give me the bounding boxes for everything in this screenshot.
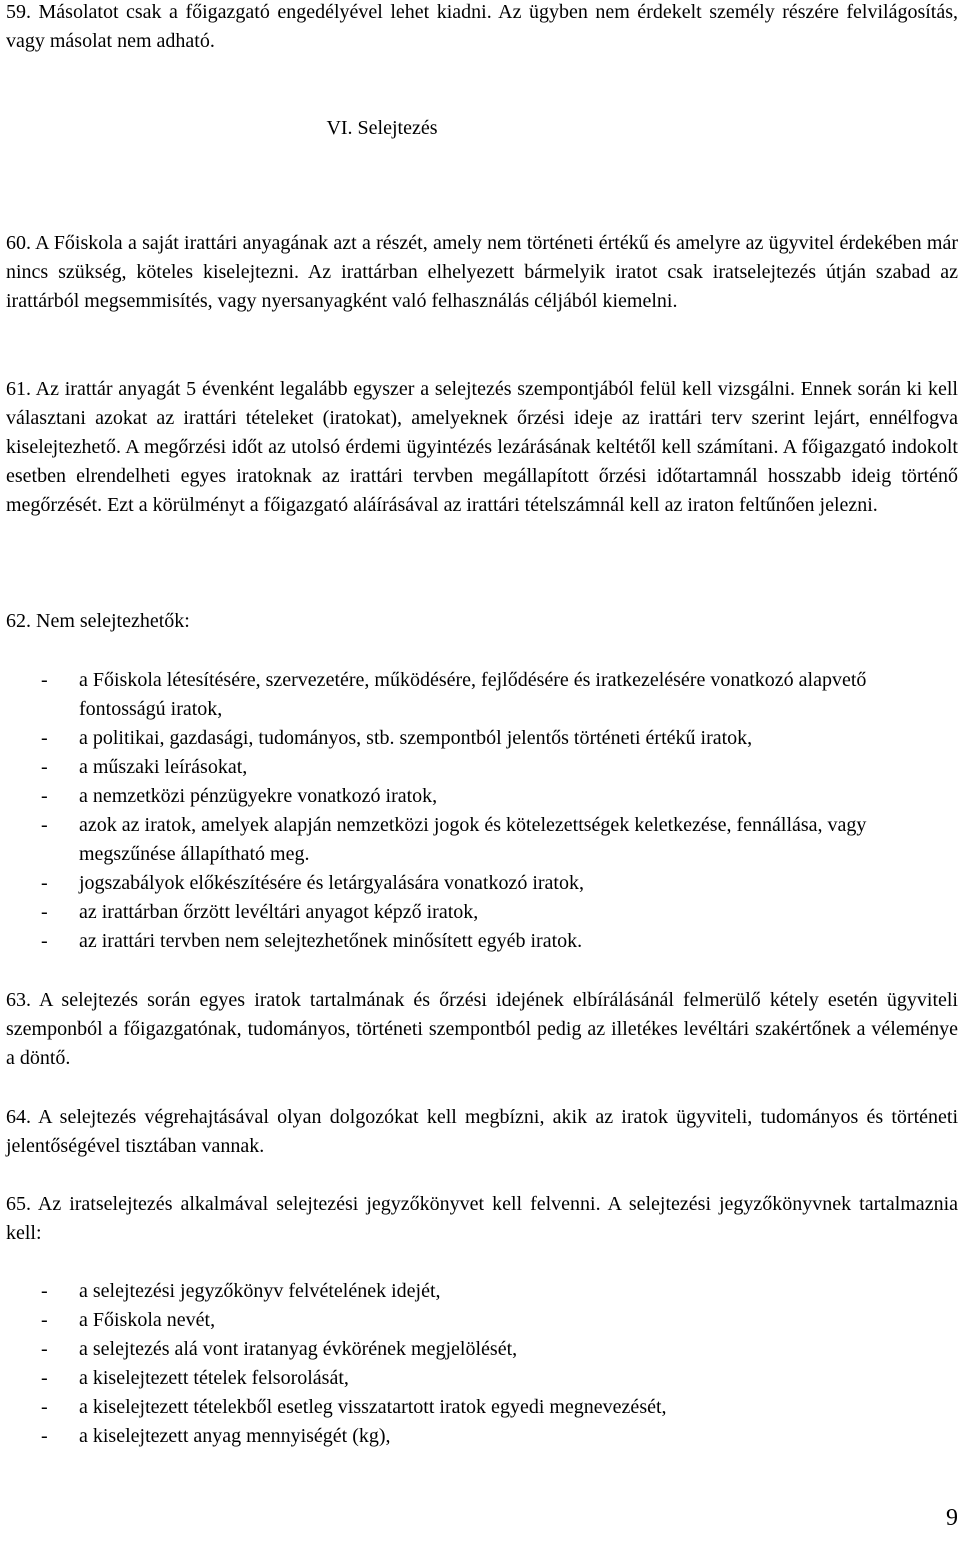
list-item: [6, 753, 938, 782]
list-dash: -: [41, 1309, 48, 1331]
list-item: [6, 1422, 938, 1451]
list-dash: -: [41, 785, 48, 807]
list-item: [6, 927, 938, 956]
list-item: [6, 898, 938, 927]
section-title: VI. Selejtezés: [326, 117, 438, 139]
list-item-text: az irattári tervben nem selejtezhetőnek minősített egyéb iratok.: [79, 930, 583, 952]
list-item: [6, 1277, 938, 1306]
list-item-text: jogszabályok előkészítésére és letárgyalására vonatkozó iratok,: [79, 872, 584, 894]
list-dash: -: [41, 872, 48, 894]
list-dash: -: [41, 1338, 48, 1360]
paragraph-63: 63. A selejtezés során egyes iratok tartalmának és őrzési idejének elbírálásánál felmerülő kétely esetén ügyviteli szemponból a főigazgatónak, tudományos, történeti szempontból pedig az illetékes levéltári szakértőnek a véleménye a döntő.: [6, 989, 958, 1069]
list-item-text: a kiselejtezett tételekből esetleg visszatartott iratok egyedi megnevezését,: [79, 1396, 667, 1418]
list-item-text: a selejtezési jegyzőkönyv felvételének idejét,: [79, 1280, 441, 1302]
list-item-text: a Főiskola létesítésére, szervezetére, működésére, fejlődésére és iratkezelésére vonatkozó alapvető fontosságú iratok,: [79, 669, 867, 720]
list-item-text: a selejtezés alá vont iratanyag évkörének megjelölését,: [79, 1338, 518, 1360]
list-item: [6, 724, 938, 753]
list-item: [6, 869, 938, 898]
list-not-disposable: [6, 666, 938, 956]
list-item: [6, 666, 938, 724]
paragraph-65: 65. Az iratselejtezés alkalmával selejtezési jegyzőkönyvet kell felvenni. A selejtezési jegyzőkönyvnek tartalmaznia kell:: [6, 1193, 958, 1244]
list-item-text: a Főiskola nevét,: [79, 1309, 216, 1331]
list-dash: -: [41, 901, 48, 923]
list-item-text: az irattárban őrzött levéltári anyagot képző iratok,: [79, 901, 479, 923]
paragraph-60: 60. A Főiskola a saját irattári anyagának azt a részét, amely nem történeti értékű és amelyre az ügyvitel érdekében már nincs szükség, köteles kiselejtezni. Az irattárban elhelyezett bármelyik iratot csak iratselejtezés útján szabad az irattárból megsemmisítés, vagy nyersanyagként való felhasználás céljából kiemelni.: [6, 232, 958, 312]
list-dash: -: [41, 1425, 48, 1447]
list-dash: -: [41, 930, 48, 952]
list-item: [6, 1335, 938, 1364]
list-item: [6, 1364, 938, 1393]
list-dash: -: [41, 1396, 48, 1418]
list-dash: -: [41, 669, 48, 691]
list-item-text: a műszaki leírásokat,: [79, 756, 248, 778]
list-item: [6, 811, 938, 869]
list-record-contents: [6, 1277, 938, 1451]
list-dash: -: [41, 1280, 48, 1302]
list-dash: -: [41, 756, 48, 778]
list-item-text: azok az iratok, amelyek alapján nemzetközi jogok és kötelezettségek keletkezése, fennállása, vagy megszűnése állapítható meg.: [79, 814, 867, 865]
paragraph-62-heading: 62. Nem selejtezhetők:: [6, 610, 190, 632]
paragraph-64: 64. A selejtezés végrehajtásával olyan dolgozókat kell megbízni, akik az iratok ügyviteli, tudományos és történeti jelentőségével tisztában vannak.: [6, 1106, 958, 1157]
list-item-text: a kiselejtezett tételek felsorolását,: [79, 1367, 349, 1389]
list-item: [6, 1393, 938, 1422]
list-dash: -: [41, 1367, 48, 1389]
list-item-text: a politikai, gazdasági, tudományos, stb. szempontból jelentős történeti értékű iratok,: [79, 727, 753, 749]
list-item: [6, 782, 938, 811]
list-item: [6, 1306, 938, 1335]
paragraph-59: 59. Másolatot csak a főigazgató engedélyével lehet kiadni. Az ügyben nem érdekelt személy részére felvilágosítás, vagy másolat nem adható.: [6, 1, 958, 52]
list-item-text: a kiselejtezett anyag mennyiségét (kg),: [79, 1425, 391, 1447]
list-item-text: a nemzetközi pénzügyekre vonatkozó iratok,: [79, 785, 438, 807]
list-dash: -: [41, 814, 48, 836]
page-number: 9: [946, 1505, 958, 1531]
paragraph-61: 61. Az irattár anyagát 5 évenként legalább egyszer a selejtezés szempontjából felül kell vizsgálni. Ennek során ki kell választani azokat az irattári tételeket (iratokat), amelyeknek őrzési ideje az irattári terv szerint lejárt, ennélfogva kiselejtezhető. A megőrzési időt az utolsó érdemi ügyintézés lezárásának keltétől kell számítani. A főigazgató indokolt esetben elrendelheti egyes iratoknak az irattári tervben megállapított őrzési időtartamnál hosszabb ideig történő megőrzését. Ezt a körülményt a főigazgató aláírásával az irattári tételszámnál kell az iraton feltűnően jelezni.: [6, 378, 958, 516]
list-dash: -: [41, 727, 48, 749]
